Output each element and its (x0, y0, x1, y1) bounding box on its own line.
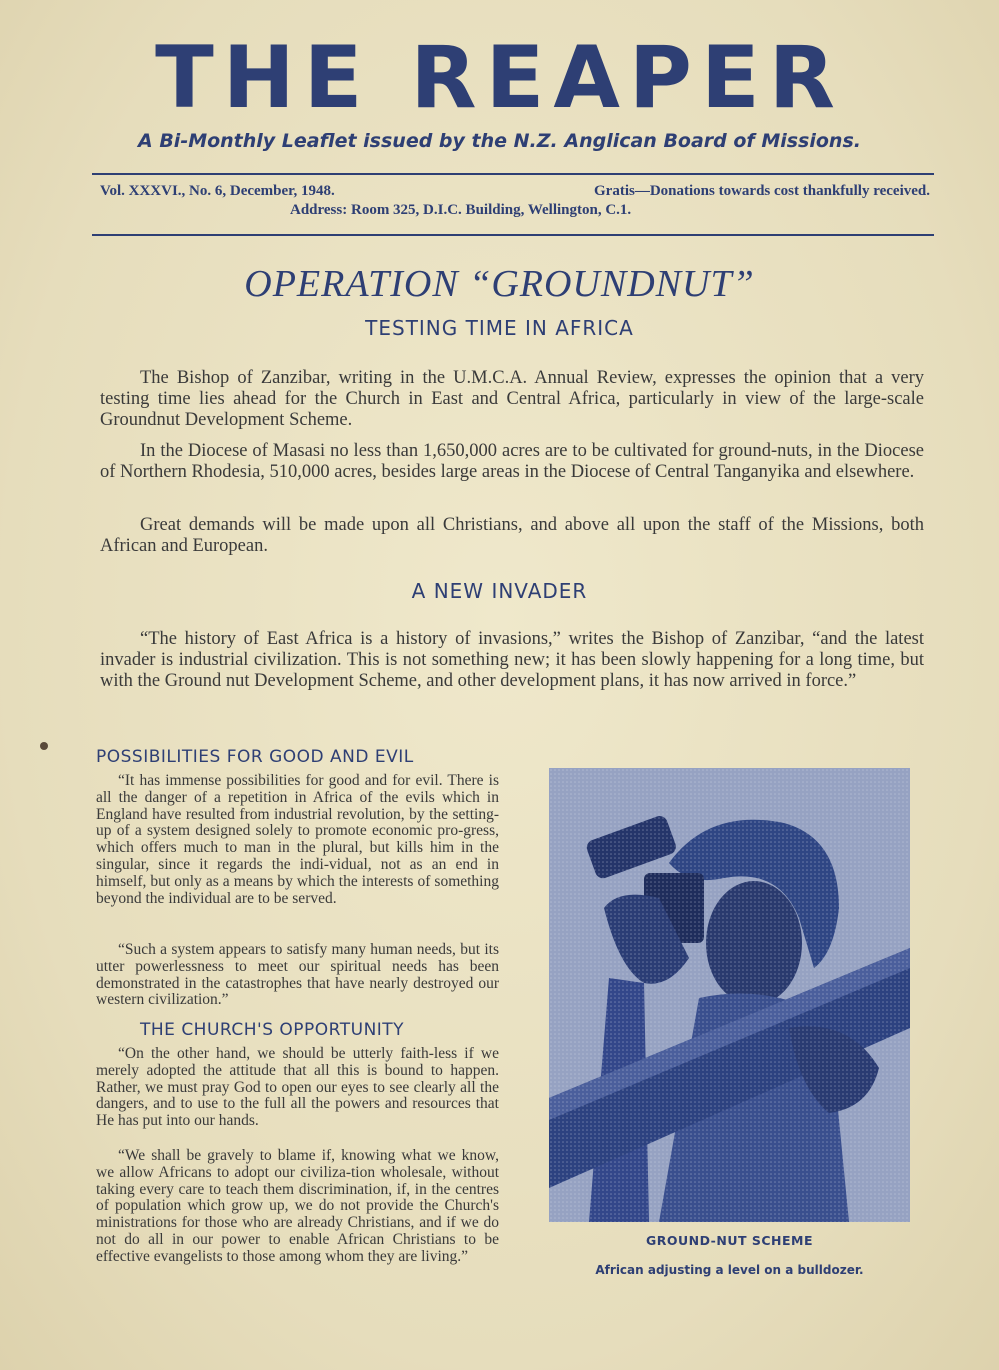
section-heading-new-invader: A NEW INVADER (411, 579, 588, 603)
column-paragraph-3: “On the other hand, we should be utterly faith-less if we merely adopted the attitude that all this is bound to happen. Rather, we must pray God to open our eyes to see clearly all the dangers, and to use to the full all the powers and resources that He has put into our hands. (96, 1045, 499, 1130)
photo-caption-title: GROUND-NUT SCHEME (645, 1233, 814, 1248)
column-paragraph-2: “Such a system appears to satisfy many human needs, but its utter powerlessness to meet our spiritual needs has been demonstrated in the catastrophes that have nearly destroyed our western civilization.” (96, 941, 499, 1009)
bulldozer-photo (549, 768, 910, 1222)
article-paragraph-3: Great demands will be made upon all Christians, and above all upon the staff of the Missions, both African and European. (100, 515, 924, 556)
article-paragraph-2: In the Diocese of Masasi no less than 1,650,000 acres are to be cultivated for ground-nuts, in the Diocese of Northern Rhodesia, 510,000 acres, besides large areas in the Diocese of Central Tanganyika and elsewhere. (100, 441, 924, 482)
bottom-rule (92, 234, 934, 236)
article-headline: OPERATION “GROUNDNUT” (244, 263, 755, 305)
photo-caption-text: African adjusting a level on a bulldozer. (595, 1263, 864, 1277)
article-paragraph-4: “The history of East Africa is a history of invasions,” writes the Bishop of Zanzibar, “and the latest invader is industrial civilization. This is not something new; it has been slowly happening for a long time, but with the Ground nut Development Scheme, and other development plans, it has now arrived in force.” (100, 629, 924, 691)
article-subheadline: TESTING TIME IN AFRICA (365, 316, 634, 340)
issue-volume: Vol. XXXVI., No. 6, December, 1948. (100, 183, 335, 199)
top-rule (92, 173, 934, 175)
column-paragraph-1: “It has immense possibilities for good and for evil. There is all the danger of a repetition in Africa of the evils which in England have resulted from industrial revolution, by the setting-up of a system designed solely to promote economic pro-gress, which offers much to man in the plural, but kills him in the singular, since it regards the indi-vidual, not as an end in himself, but only as a means by which the interests of something beyond the individual are to be served. (96, 772, 499, 907)
paper-mark (40, 742, 48, 750)
column-heading-church-opportunity: THE CHURCH'S OPPORTUNITY (140, 1020, 405, 1040)
masthead-title: THE REAPER (155, 28, 844, 128)
article-paragraph-1: The Bishop of Zanzibar, writing in the U.M.C.A. Annual Review, expresses the opinion that a very testing time lies ahead for the Church in East and Central Africa, particularly in view of the large-scale Groundnut Development Scheme. (100, 368, 924, 430)
masthead-subtitle: A Bi-Monthly Leaflet issued by the N.Z. Anglican Board of Missions. (138, 130, 861, 152)
column-heading-possibilities: POSSIBILITIES FOR GOOD AND EVIL (96, 747, 414, 767)
issue-gratis: Gratis—Donations towards cost thankfully received. (594, 183, 930, 199)
issue-address: Address: Room 325, D.I.C. Building, Wellington, C.1. (290, 202, 632, 218)
column-paragraph-4: “We shall be gravely to blame if, knowing what we know, we allow Africans to adopt our civiliza-tion wholesale, without taking every care to teach them discrimination, if, in the centres of population which grow up, we do not provide the Church's ministrations for those who are already Christians, and if we do not do all in our power to enable African Christians to be effective evangelists to those among whom they are living.” (96, 1147, 499, 1265)
